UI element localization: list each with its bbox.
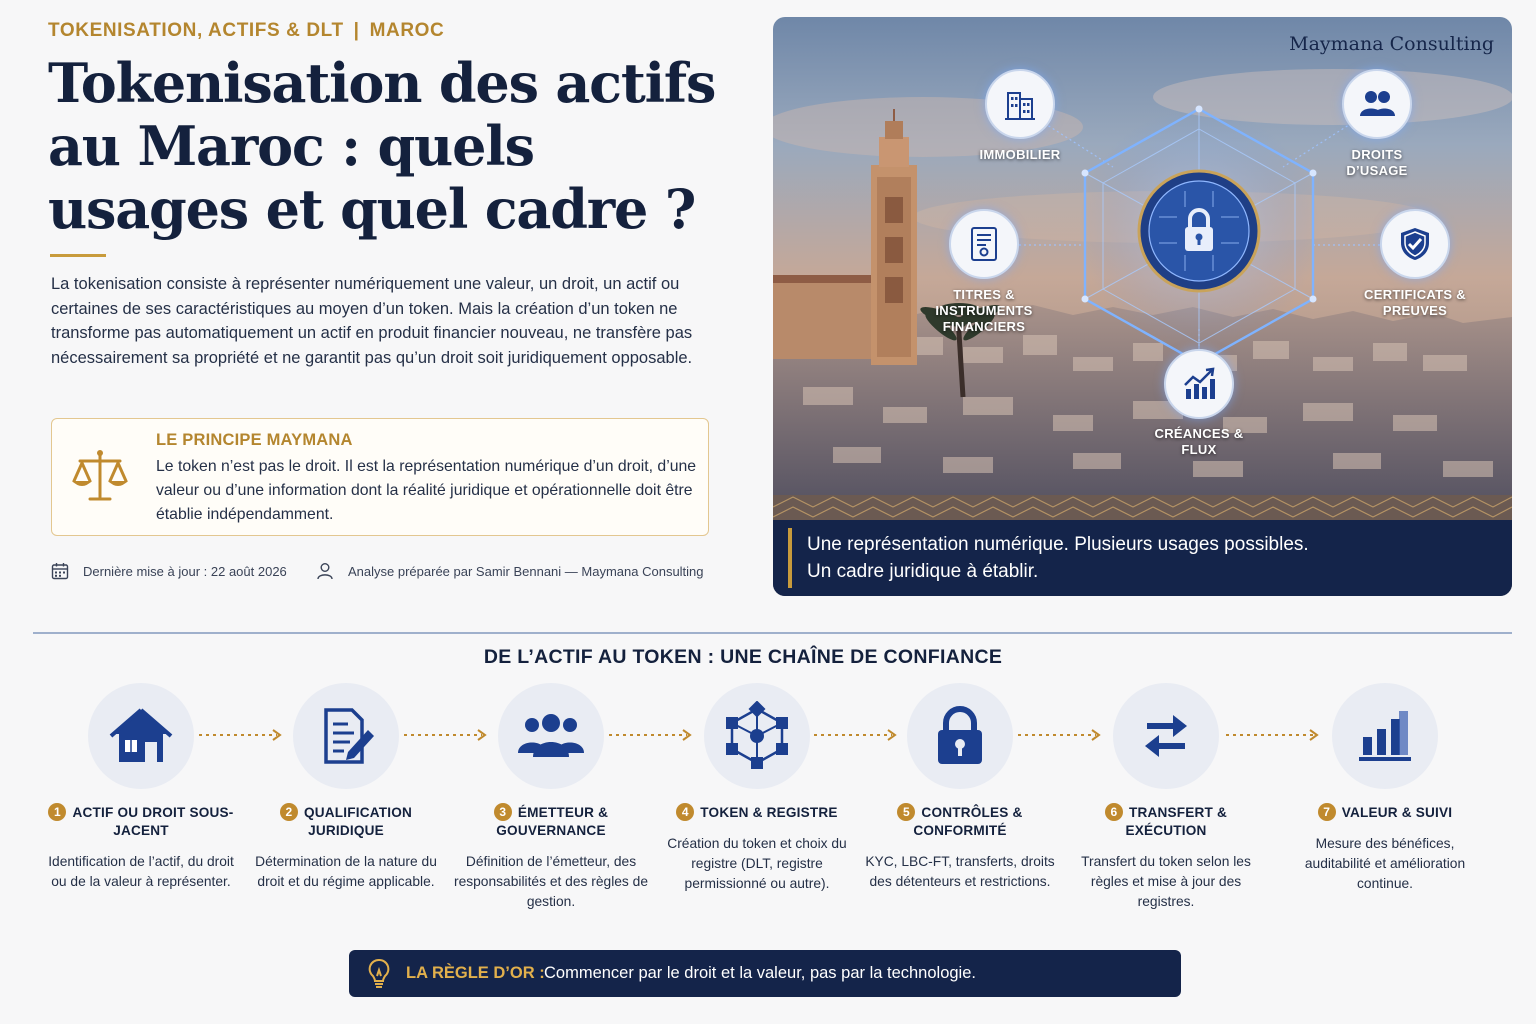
step-7-number: 7 — [1318, 803, 1336, 821]
principle-box — [51, 418, 709, 536]
brand-name: Maymana Consulting — [1289, 33, 1494, 55]
network-icon — [722, 701, 792, 771]
growth-chart-icon — [1180, 365, 1218, 403]
document-pen-icon — [316, 706, 376, 766]
step-5-description: KYC, LBC-FT, transferts, droits des détenteurs et restrictions. — [865, 854, 1055, 889]
step-4-title: TOKEN & REGISTRE — [700, 805, 838, 820]
section-divider — [33, 632, 1512, 634]
users-icon — [1357, 84, 1397, 124]
node-creances — [1164, 349, 1234, 419]
eyebrow-country: MAROC — [369, 20, 445, 41]
principle-text: Le token n’est pas le droit. Il est la représentation numérique d’un droit, d’une valeur ou d’une information dont la réalité juridique et opérationnelle doit être établie indépendamment. — [156, 458, 697, 523]
step-3-description: Définition de l’émetteur, des responsabilités et des règles de gestion. — [453, 854, 649, 909]
node-certificats-label: CERTIFICATS & PREUVES — [1364, 287, 1466, 318]
step-5-title: CONTRÔLES & CONFORMITÉ — [913, 805, 1023, 838]
step-2-description: Détermination de la nature du droit et du régime applicable. — [255, 854, 437, 889]
step-5-number: 5 — [897, 803, 915, 821]
caption-accent-bar — [788, 528, 792, 588]
eyebrow-topic: TOKENISATION, ACTIFS & DLT — [48, 20, 344, 41]
last-update-text: Dernière mise à jour : 22 août 2026 — [83, 563, 287, 579]
golden-rule-text: Commencer par le droit et la valeur, pas par la technologie. — [544, 964, 976, 982]
bar-chart-icon — [1357, 709, 1413, 763]
padlock-icon — [935, 706, 985, 766]
step-2-number: 2 — [280, 803, 298, 821]
caption-line-2: Un cadre juridique à établir. — [807, 561, 1039, 582]
step-1-title: ACTIF OU DROIT SOUS-JACENT — [72, 805, 234, 838]
author-line — [316, 562, 704, 580]
people-icon — [516, 711, 586, 761]
step-6-title: TRANSFERT & EXÉCUTION — [1125, 805, 1228, 838]
scales-icon — [68, 443, 132, 507]
step-7 — [1285, 683, 1485, 894]
node-creances-label: CRÉANCES & FLUX — [1154, 426, 1244, 457]
last-update — [51, 562, 287, 580]
golden-rule-label: LA RÈGLE D’OR : — [406, 964, 545, 982]
step-7-title: VALEUR & SUIVI — [1341, 805, 1453, 820]
building-icon — [1001, 85, 1039, 123]
shield-check-icon — [1396, 225, 1434, 263]
arrow-right-icon — [404, 727, 490, 743]
node-immobilier — [985, 69, 1055, 139]
golden-rule-banner — [349, 950, 1181, 997]
transfer-arrows-icon — [1141, 711, 1191, 761]
step-3-title: ÉMETTEUR & GOUVERNANCE — [496, 805, 609, 838]
step-3-number: 3 — [494, 803, 512, 821]
calendar-icon — [51, 562, 69, 580]
step-1-circle — [88, 683, 194, 789]
node-certificats — [1380, 209, 1450, 279]
eyebrow-separator: | — [353, 20, 360, 41]
step-7-description: Mesure des bénéfices, auditabilité et amélioration continue. — [1304, 836, 1466, 891]
step-6-description: Transfert du token selon les règles et mise à jour des registres. — [1081, 854, 1251, 909]
step-6-circle — [1113, 683, 1219, 789]
node-titres-label: TITRES & INSTRUMENTS FINANCIERS — [935, 287, 1033, 334]
principle-title: LE PRINCIPE MAYMANA — [156, 431, 353, 449]
step-1 — [41, 683, 241, 892]
node-immobilier-label: IMMOBILIER — [979, 147, 1061, 162]
step-2-title: QUALIFICATION JURIDIQUE — [303, 805, 413, 838]
title-underline — [50, 254, 106, 257]
caption-line-1: Une représentation numérique. Plusieurs usages possibles. — [807, 534, 1309, 555]
arrow-right-icon — [1018, 727, 1104, 743]
node-droits — [1342, 69, 1412, 139]
page-title: Tokenisation des actifs au Maroc : quels usages et quel cadre ? — [48, 51, 716, 241]
step-1-description: Identification de l’actif, du droit ou de la valeur à représenter. — [48, 854, 234, 889]
arrow-right-icon — [609, 727, 695, 743]
step-7-circle — [1332, 683, 1438, 789]
certificate-document-icon — [966, 225, 1002, 263]
step-4-description: Création du token et choix du registre (DLT, registre permissionné ou autre). — [667, 836, 847, 891]
hero-caption — [773, 520, 1512, 596]
arrow-right-icon — [199, 727, 285, 743]
hero-illustration — [773, 17, 1512, 596]
node-titres — [949, 209, 1019, 279]
step-4-number: 4 — [676, 803, 694, 821]
lightbulb-icon — [367, 958, 391, 990]
step-6 — [1066, 683, 1266, 912]
house-icon — [109, 706, 173, 766]
arrow-right-icon — [814, 727, 900, 743]
step-4 — [657, 683, 857, 894]
person-icon — [316, 562, 334, 580]
step-3-circle — [498, 683, 604, 789]
step-6-number: 6 — [1105, 803, 1123, 821]
author-text: Analyse préparée par Samir Bennani — Maymana Consulting — [348, 563, 704, 579]
arrow-right-icon — [1226, 727, 1322, 743]
step-1-number: 1 — [48, 803, 66, 821]
chain-title: DE L’ACTIF AU TOKEN : UNE CHAÎNE DE CONFIANCE — [483, 646, 1003, 668]
intro-paragraph: La tokenisation consiste à représenter numériquement une valeur, un droit, un actif ou certaines de ses caractéristiques au moyen d’un token. Mais la création d’un token ne transforme pas automatiquement un actif en produit financier nouveau, ne transfère pas nécessairement sa propriété et ne garantit pas qu’un droit soit juridiquement opposable. — [51, 275, 693, 367]
node-droits-label: DROITS D’USAGE — [1346, 147, 1408, 178]
step-2 — [246, 683, 446, 892]
step-4-circle — [704, 683, 810, 789]
step-3 — [451, 683, 651, 912]
step-5-circle — [907, 683, 1013, 789]
eyebrow — [48, 20, 444, 42]
step-2-circle — [293, 683, 399, 789]
step-5 — [860, 683, 1060, 892]
